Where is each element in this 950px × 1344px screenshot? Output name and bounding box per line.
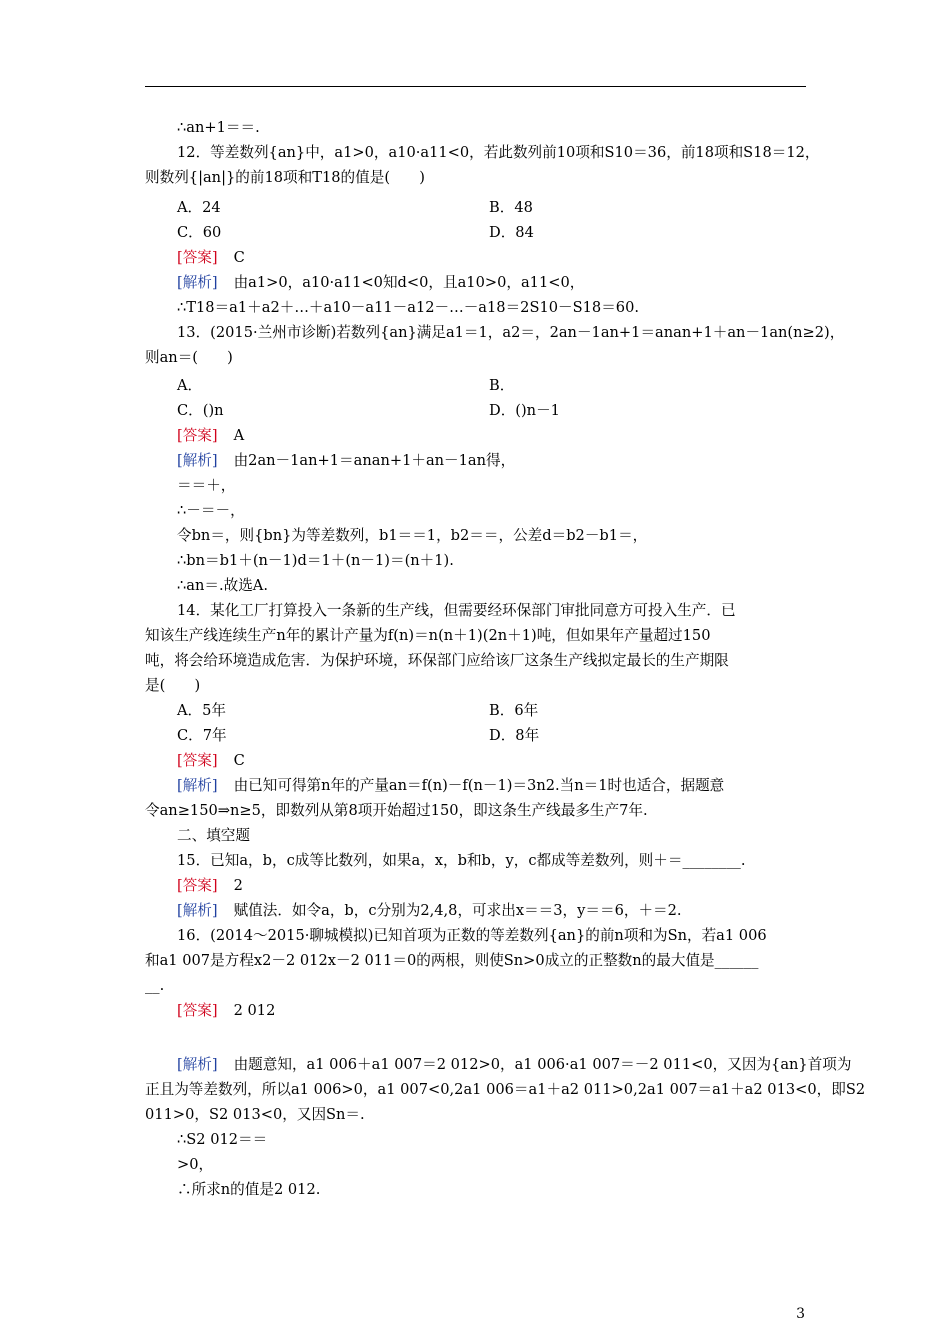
text-line: __.: [145, 977, 165, 994]
analysis-text: 由a1>0，a10·a11<0知d<0，且a10>0，a11<0，: [233, 274, 585, 291]
answer-tag: [答案]: [177, 877, 218, 894]
page-number: 3: [796, 1306, 805, 1322]
text-line: ∴－＝－，: [177, 502, 245, 519]
analysis-text: 由2an－1an+1＝anan+1＋an－1an得，: [233, 452, 516, 469]
analysis-line: [177, 273, 584, 293]
analysis-line: [177, 901, 682, 921]
text-line: 13．(2015·兰州市诊断)若数列{an}满足a1＝1，a2＝，2an－1an+1＝anan+1＋an－1an(n≥2)，: [177, 324, 845, 341]
text-line: 令an≥150⇒n≥5，即数列从第8项开始超过150，即这条生产线最多生产7年.: [145, 802, 648, 819]
text-line: ∴bn＝b1＋(n－1)d＝1＋(n－1)＝(n＋1).: [177, 552, 454, 569]
text-line: >0，: [177, 1156, 214, 1173]
option-a: A．5年: [177, 702, 227, 719]
option-c: C．()n: [177, 402, 224, 419]
analysis-tag: [解析]: [177, 1056, 218, 1073]
answer-line: [177, 876, 243, 896]
text-line: ∴S2 012＝＝: [177, 1131, 268, 1148]
text-line: 15．已知a，b，c成等比数列，如果a，x，b和b，y，c都成等差数列，则＋＝________.: [177, 852, 746, 869]
text-line: 知该生产线连续生产n年的累计产量为f(n)＝n(n＋1)(2n＋1)吨，但如果年产量超过150: [145, 627, 711, 644]
answer-line: [177, 751, 245, 771]
text-line: ＝＝＋，: [177, 477, 236, 494]
answer-tag: [答案]: [177, 1002, 218, 1019]
answer-line: [177, 1001, 275, 1021]
option-c: C．7年: [177, 727, 227, 744]
analysis-tag: [解析]: [177, 902, 218, 919]
answer-value: C: [233, 249, 245, 266]
text-line: 16．(2014～2015·聊城模拟)已知首项为正数的等差数列{an}的前n项和为Sn，若a1 006: [177, 927, 767, 944]
option-a: A．24: [177, 199, 221, 216]
text-line: 正且为等差数列，所以a1 006>0，a1 007<0,2a1 006＝a1＋a2 011>0,2a1 007＝a1＋a2 013<0，即S2: [145, 1081, 866, 1098]
option-b: B．6年: [489, 702, 539, 719]
analysis-line: [177, 451, 515, 471]
text-line: 则an＝( ): [145, 349, 233, 366]
text-line: 则数列{|an|}的前18项和T18的值是( ): [145, 169, 425, 186]
answer-value: 2: [233, 877, 243, 894]
text-line: ∴T18＝a1＋a2＋…＋a10－a11－a12－…－a18＝2S10－S18＝60.: [177, 299, 639, 316]
answer-tag: [答案]: [177, 752, 218, 769]
text-line: ∴an＝.故选A.: [177, 577, 268, 594]
text-line: 令bn＝，则{bn}为等差数列，b1＝＝1，b2＝＝，公差d＝b2－b1＝，: [177, 527, 648, 544]
analysis-line: [177, 1055, 851, 1075]
analysis-text: 由题意知，a1 006＋a1 007＝2 012>0，a1 006·a1 007＝－2 011<0，又因为{an}首项为: [233, 1056, 852, 1073]
text-line: 吨，将会给环境造成危害．为保护环境，环保部门应给该厂这条生产线拟定最长的生产期限: [145, 652, 729, 669]
text-line: 011>0，S2 013<0，又因Sn＝.: [145, 1106, 365, 1123]
answer-tag: [答案]: [177, 427, 218, 444]
text-line: 14．某化工厂打算投入一条新的生产线，但需要经环保部门审批同意方可投入生产．已: [177, 602, 736, 619]
text-line: 和a1 007是方程x2－2 012x－2 011＝0的两根，则使Sn>0成立的正整数n的最大值是______: [145, 952, 759, 969]
section-heading: 二、填空题: [177, 827, 250, 844]
header-rule: [145, 86, 806, 87]
option-b: B．: [489, 377, 515, 394]
option-a: A．: [177, 377, 203, 394]
analysis-tag: [解析]: [177, 274, 218, 291]
answer-tag: [答案]: [177, 249, 218, 266]
answer-line: [177, 248, 245, 268]
text-line: 12．等差数列{an}中，a1>0，a10·a11<0，若此数列前10项和S10＝36，前18项和S18＝12，: [177, 144, 820, 161]
text-line: ∴所求n的值是2 012.: [177, 1181, 321, 1198]
answer-value: A: [233, 427, 245, 444]
option-c: C．60: [177, 224, 222, 241]
answer-value: C: [233, 752, 245, 769]
option-d: D．84: [489, 224, 534, 241]
analysis-tag: [解析]: [177, 452, 218, 469]
option-d: D．()n－1: [489, 402, 560, 419]
text-line: ∴an+1＝＝.: [177, 119, 260, 136]
text-line: 是( ): [145, 677, 201, 694]
answer-line: [177, 426, 244, 446]
answer-value: 2 012: [233, 1002, 276, 1019]
analysis-text: 赋值法．如令a，b，c分别为2,4,8，可求出x＝＝3，y＝＝6，＋＝2.: [233, 902, 682, 919]
analysis-tag: [解析]: [177, 777, 218, 794]
option-b: B．48: [489, 199, 533, 216]
analysis-text: 由已知可得第n年的产量an＝f(n)－f(n－1)＝3n2.当n＝1时也适合，据题意: [233, 777, 725, 794]
option-d: D．8年: [489, 727, 540, 744]
analysis-line: [177, 776, 724, 796]
